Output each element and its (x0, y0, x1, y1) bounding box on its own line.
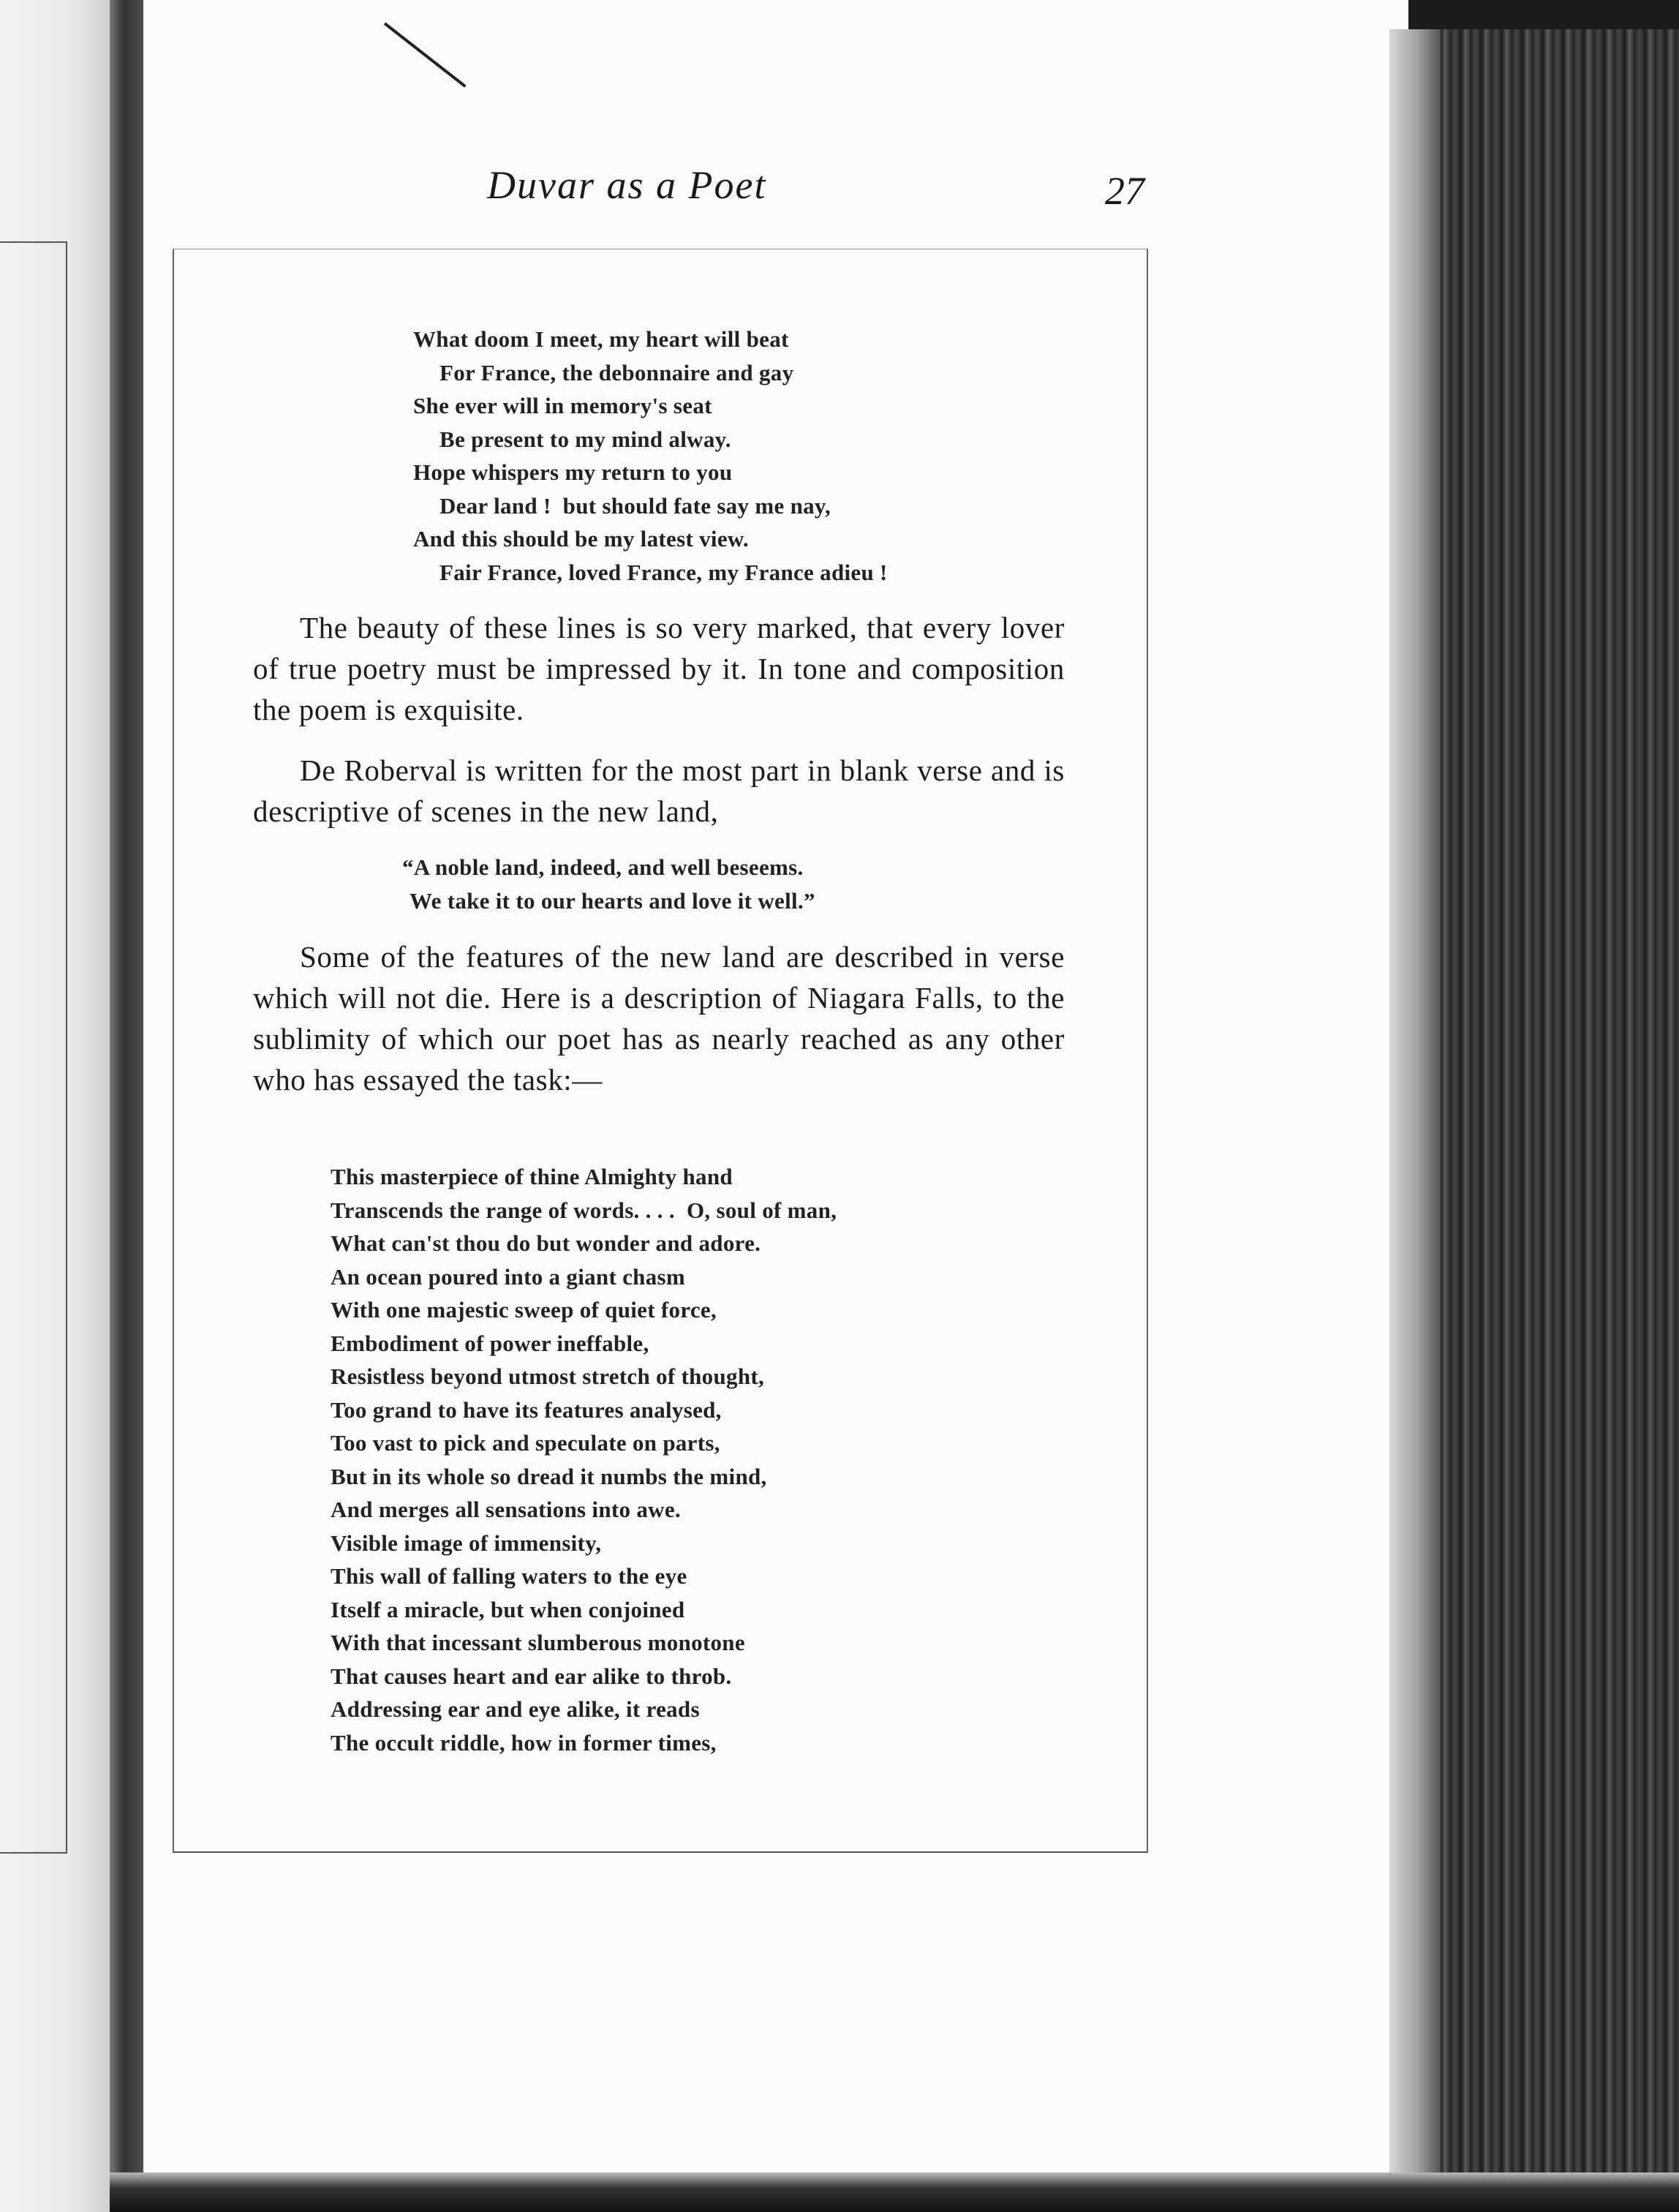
quote-line: “A noble land, indeed, and well beseems. (402, 854, 804, 880)
poem-line: The occult riddle, how in former times, (331, 1729, 717, 1756)
poem-line: But in its whole so dread it numbs the mind, (331, 1463, 767, 1489)
poem-line: Hope whispers my return to you (413, 459, 733, 485)
poem-line: An ocean poured into a giant chasm (331, 1263, 686, 1290)
poem-line: With that incessant slumberous monotone (331, 1630, 745, 1655)
running-title: Duvar as a Poet (487, 163, 767, 207)
book-gutter (110, 0, 146, 2212)
paragraph-text: The beauty of these lines is so very marked, that every lover of true poetry must be impressed by it. In tone and composition the poem is exquisite. (253, 611, 1065, 726)
paragraph-niagara (253, 936, 1065, 1100)
poem-line: Resistless beyond utmost stretch of thought, (331, 1363, 765, 1389)
poem-line: This wall of falling waters to the eye (331, 1563, 687, 1589)
poem-line: That causes heart and ear alike to throb. (331, 1663, 732, 1689)
paragraph-beauty (253, 607, 1065, 730)
quote-noble-land (402, 851, 815, 917)
poem-line: Itself a miracle, but when conjoined (331, 1596, 685, 1622)
previous-page-edge (0, 0, 110, 2212)
poem-line: For France, the debonnaire and gay (439, 359, 794, 385)
quote-line: We take it to our hearts and love it well.” (410, 887, 815, 914)
previous-page-frame (0, 241, 67, 1854)
poem-line: With one majestic sweep of quiet force, (331, 1297, 717, 1323)
poem-line: Fair France, loved France, my France adieu ! (439, 559, 888, 585)
poem-line: Addressing ear and eye alike, it reads (331, 1696, 700, 1722)
poem-line: What doom I meet, my heart will beat (413, 326, 789, 352)
poem-line: Embodiment of power ineffable, (331, 1330, 649, 1356)
poem-niagara (331, 1160, 837, 1759)
page-header (143, 162, 1408, 214)
page-number: 27 (1105, 169, 1144, 213)
poem-line: Too vast to pick and speculate on parts, (331, 1430, 720, 1456)
page-edges-stack (1389, 29, 1679, 2212)
page-bottom-edge (110, 2172, 1679, 2212)
paragraph-text: De Roberval is written for the most part in blank verse and is descriptive of scenes in the new land, (253, 753, 1065, 828)
paragraph-roberval (253, 750, 1065, 832)
poem-line: And merges all sensations into awe. (331, 1497, 681, 1522)
poem-line: What can'st thou do but wonder and adore. (331, 1230, 761, 1256)
poem-line: And this should be my latest view. (413, 526, 749, 552)
poem-line: Transcends the range of words. . . . O, soul of man, (331, 1197, 837, 1223)
poem-line: Dear land ! but should fate say me nay, (439, 492, 831, 519)
poem-line: She ever will in memory's seat (413, 393, 712, 418)
poem-line: Too grand to have its features analysed, (331, 1396, 722, 1423)
poem-line: Be present to my mind alway. (439, 426, 731, 452)
paragraph-text: Some of the features of the new land are described in verse which will not die. Here is a description of Niagara Falls, to the sublimity of which our poet has as nearly reached as any other who has essayed the task:— (253, 940, 1065, 1096)
poem-line: Visible image of immensity, (331, 1530, 602, 1556)
pencil-mark (384, 22, 467, 87)
poem-line: This masterpiece of thine Almighty hand (331, 1164, 733, 1189)
poem-france (413, 323, 888, 589)
